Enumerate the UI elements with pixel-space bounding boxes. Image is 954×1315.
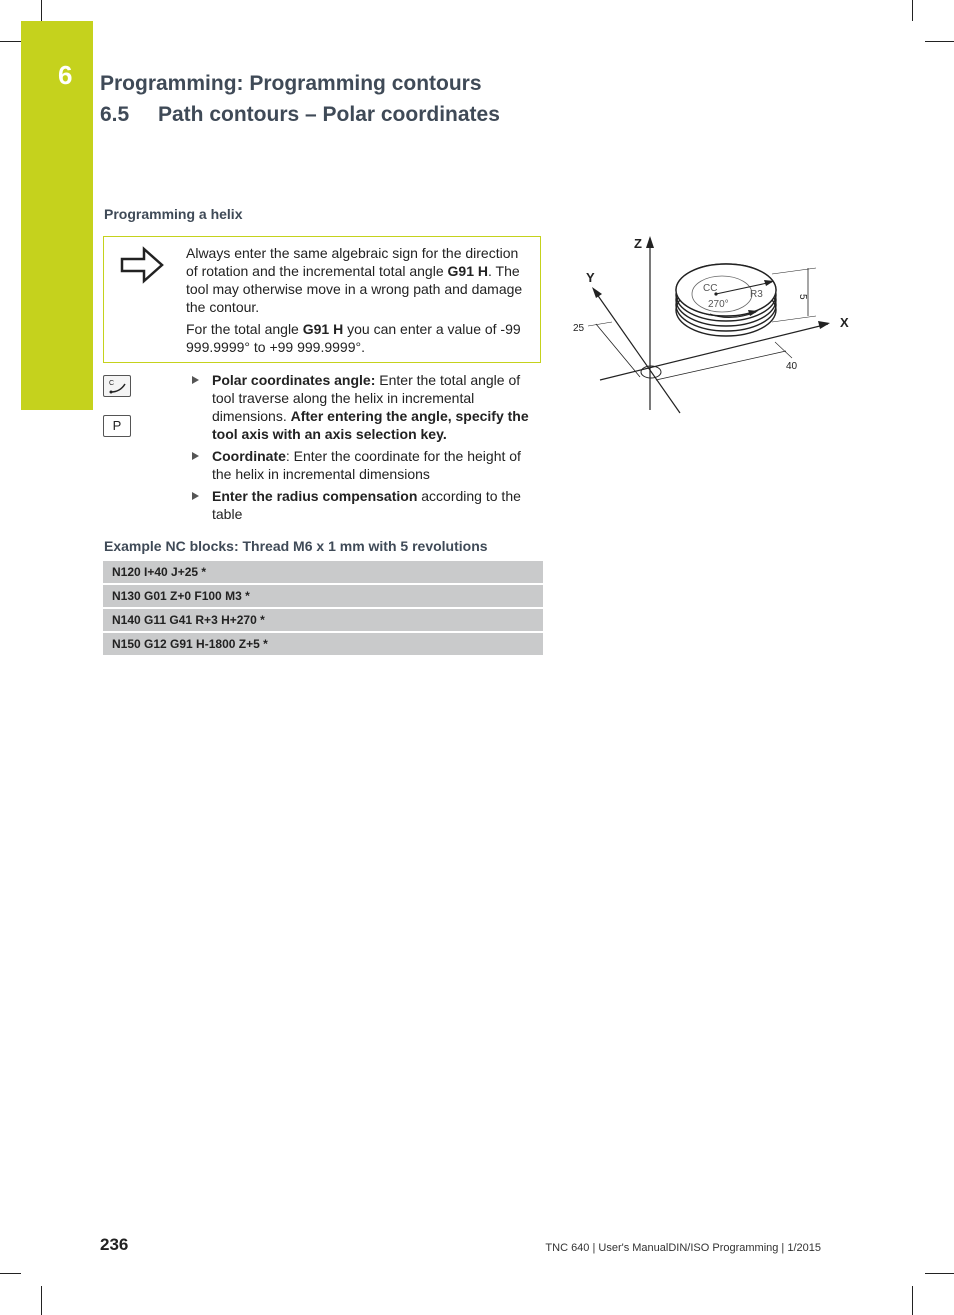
y-axis-arrow (592, 287, 602, 298)
nc-block-row: N150 G12 G91 H-1800 Z+5 * (103, 633, 543, 655)
crop-mark (0, 41, 21, 42)
dim-y-ext (588, 322, 612, 326)
dim-y-label: 25 (573, 323, 585, 334)
svg-text:C: C (109, 380, 115, 387)
section-number: 6.5 (100, 103, 130, 126)
dim-height-label: 5 (797, 294, 808, 300)
nc-block-row: N120 I+40 J+25 * (103, 561, 543, 583)
step-list (192, 371, 544, 527)
z-axis-label: Z (634, 236, 642, 251)
sub-heading: Programming a helix (104, 206, 243, 222)
note-text-run: Always enter the same algebraic sign for the direction of rotation and the incremental total angle (186, 245, 519, 279)
x-axis-label: X (840, 315, 849, 330)
x-axis-arrow (818, 321, 830, 329)
step-text: : Enter the coordinate for the height of the helix in incremental dimensions (212, 448, 521, 482)
step-bold: After entering the angle, specify the tool axis with an axis selection key. (212, 408, 529, 442)
polar-arc-key (103, 375, 131, 397)
note-text-run: . The tool may otherwise move in a wrong path and damage the contour. (186, 263, 523, 315)
bullet-triangle-icon (192, 492, 199, 500)
footer-doc-info: TNC 640 | User's ManualDIN/ISO Programming | 1/2015 (545, 1242, 821, 1254)
y-axis-line (594, 290, 680, 413)
note-text (186, 244, 531, 360)
note-text-run: For the total angle (186, 321, 303, 337)
chapter-number: 6 (58, 60, 73, 90)
arrow-right-icon (120, 245, 164, 285)
example-heading: Example NC blocks: Thread M6 x 1 mm with 5 revolutions (104, 538, 488, 554)
step-bold: Enter the radius compensation (212, 488, 418, 504)
page-number: 236 (100, 1235, 129, 1254)
step-item (192, 371, 544, 443)
chapter-title: Programming: Programming contours (100, 72, 482, 95)
crop-mark (925, 41, 954, 42)
crop-mark (41, 1286, 42, 1315)
angle-label: 270° (708, 299, 729, 310)
step-item (192, 447, 544, 483)
crop-mark (912, 0, 913, 21)
step-item (192, 487, 544, 523)
step-text: according to the table (212, 488, 521, 522)
dim-x-ext (775, 342, 792, 358)
dim-y-line (596, 324, 640, 377)
nc-block-row: N140 G11 G41 R+3 H+270 * (103, 609, 543, 631)
note-paragraph (186, 320, 531, 356)
cc-label: CC (703, 283, 718, 294)
bullet-triangle-icon (192, 452, 199, 460)
note-code: G91 H (447, 263, 488, 279)
dim-x-label: 40 (786, 361, 798, 372)
step-bold: Coordinate (212, 448, 286, 464)
note-paragraph (186, 244, 531, 316)
crop-mark (0, 1273, 21, 1274)
step-bold: Polar coordinates angle: (212, 372, 376, 388)
crop-mark (41, 0, 42, 21)
nc-block-row: N130 G01 Z+0 F100 M3 * (103, 585, 543, 607)
helix-diagram (560, 230, 860, 420)
y-axis-label: Y (586, 270, 595, 285)
dim-x-line (656, 351, 786, 380)
note-box (103, 236, 541, 363)
section-title (100, 103, 500, 127)
p-key: P (103, 415, 131, 437)
nc-block-table (103, 561, 543, 657)
bullet-triangle-icon (192, 376, 199, 384)
section-name: Path contours – Polar coordinates (158, 103, 500, 126)
crop-mark (925, 1273, 954, 1274)
arc-icon (104, 376, 130, 396)
dim-height-ext (772, 316, 816, 322)
note-text-run: you can enter a value of -99 999.9999° to +99 999.9999°. (186, 321, 521, 355)
crop-mark (912, 1286, 913, 1315)
dim-height-ext (772, 268, 816, 274)
z-axis-arrow (646, 236, 654, 248)
step-text: Enter the total angle of tool traverse along the helix in incremental dimensions. (212, 372, 521, 424)
note-code: G91 H (302, 321, 344, 337)
radius-label: R3 (750, 289, 763, 300)
chapter-tab (21, 21, 93, 410)
